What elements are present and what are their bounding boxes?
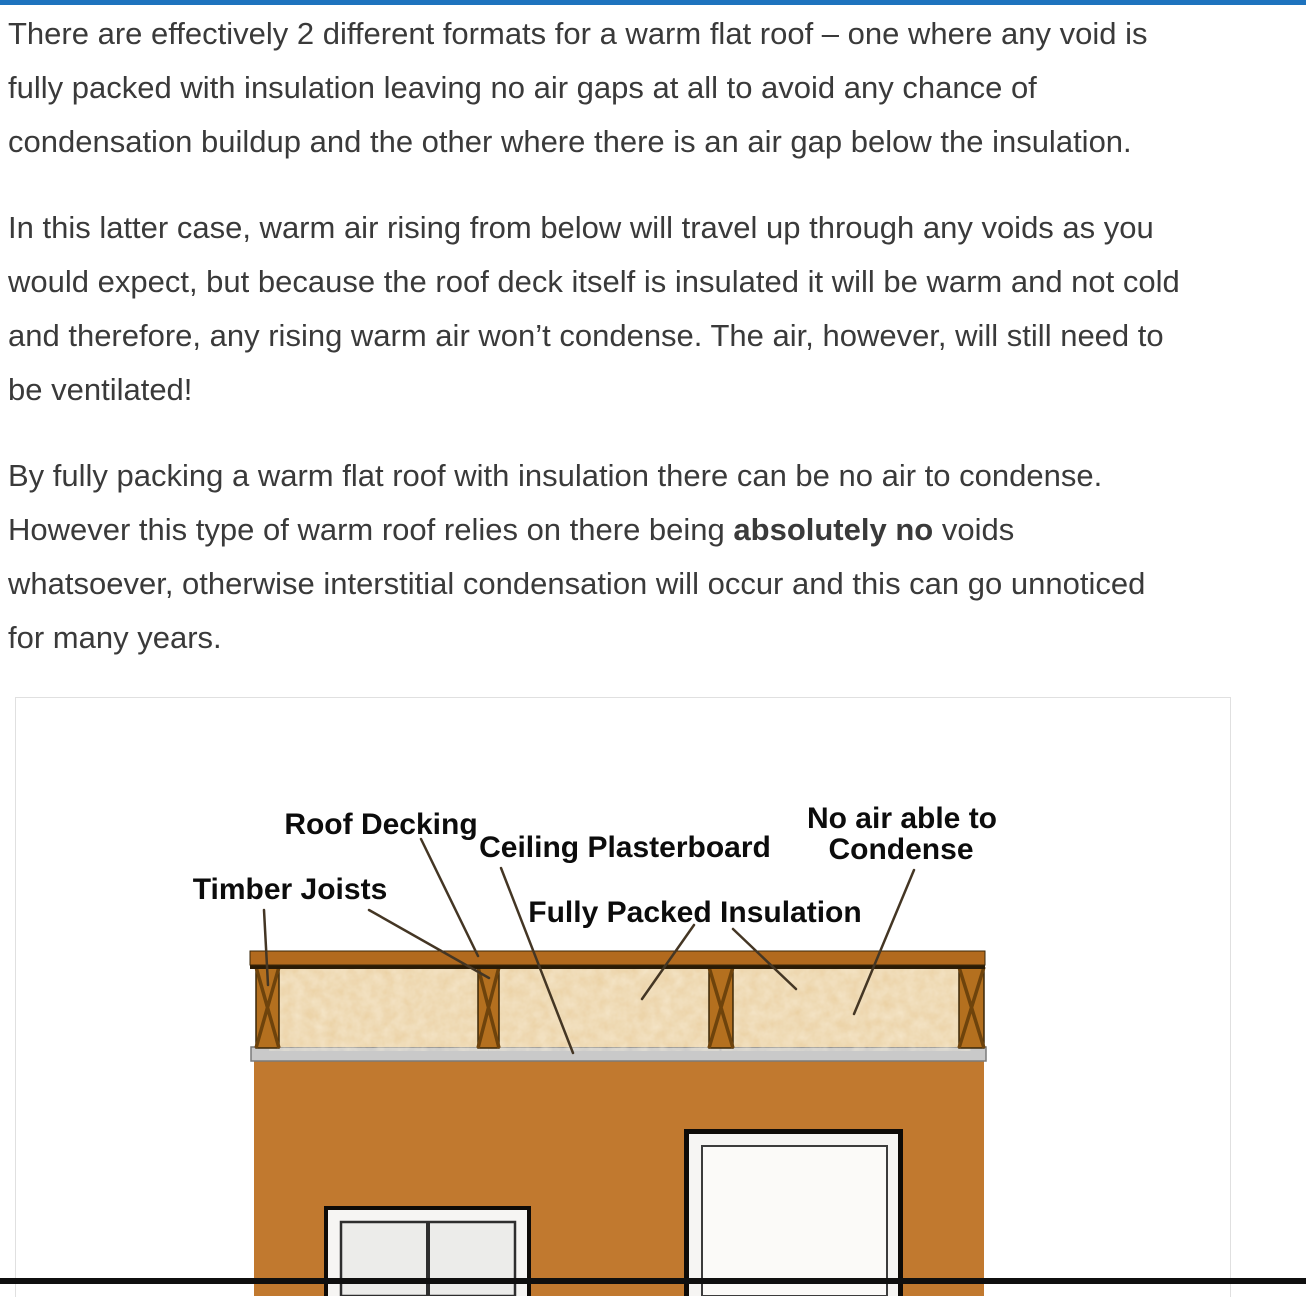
paragraph-line: be ventilated!: [8, 372, 193, 407]
paragraph-line-with-bold: [8, 503, 1298, 557]
paragraph-3: [8, 449, 1298, 665]
text-segment: voids: [933, 512, 1015, 547]
label-timber-joists: Timber Joists: [192, 873, 388, 906]
timber-joist: [709, 967, 733, 1048]
paragraph-line: whatsoever, otherwise interstitial condensation will occur and this can go unnoticed: [8, 566, 1146, 601]
label-ceiling-plasterboard: Ceiling Plasterboard: [479, 831, 771, 864]
paragraph-line: condensation buildup and the other where there is an air gap below the insulation.: [8, 124, 1132, 159]
roof-decking-pointer-line: [421, 839, 478, 956]
warm-roof-diagram: [16, 698, 1230, 1296]
insulation-bay: [499, 968, 709, 1047]
article-body: [0, 5, 1306, 665]
door-panel: [702, 1146, 887, 1296]
label-no-air-line1: No air able to: [806, 802, 998, 835]
label-roof-decking: Roof Decking: [284, 808, 478, 841]
bold-text-absolutely-no: absolutely no: [733, 512, 934, 547]
paragraph-line: and therefore, any rising warm air won’t condense. The air, however, will still need to: [8, 318, 1164, 353]
ceiling-plasterboard-strip: [251, 1047, 986, 1061]
paragraph-line: fully packed with insulation leaving no air gaps at all to avoid any chance of: [8, 70, 1037, 105]
label-no-air-line2: Condense: [828, 833, 974, 866]
door: [684, 1129, 903, 1296]
paragraph-line: By fully packing a warm flat roof with insulation there can be no air to condense.: [8, 458, 1103, 493]
paragraph-line: In this latter case, warm air rising from below will travel up through any voids as you: [8, 210, 1154, 245]
text-segment: However this type of warm roof relies on there being: [8, 512, 734, 547]
bottom-black-bar: [0, 1278, 1306, 1284]
timber-joist: [959, 967, 984, 1048]
paragraph-line: There are effectively 2 different formats for a warm flat roof – one where any void is: [8, 16, 1148, 51]
insulation-bay: [733, 968, 959, 1047]
paragraph-2: [8, 201, 1298, 417]
figure-box: [15, 697, 1231, 1297]
insulation-bay: [279, 968, 478, 1047]
paragraph-1: [8, 7, 1298, 169]
timber-joist: [478, 967, 499, 1048]
paragraph-line: for many years.: [8, 620, 222, 655]
paragraph-line: would expect, but because the roof deck itself is insulated it will be warm and not cold: [8, 264, 1180, 299]
label-fully-packed-insulation: Fully Packed Insulation: [528, 896, 862, 929]
